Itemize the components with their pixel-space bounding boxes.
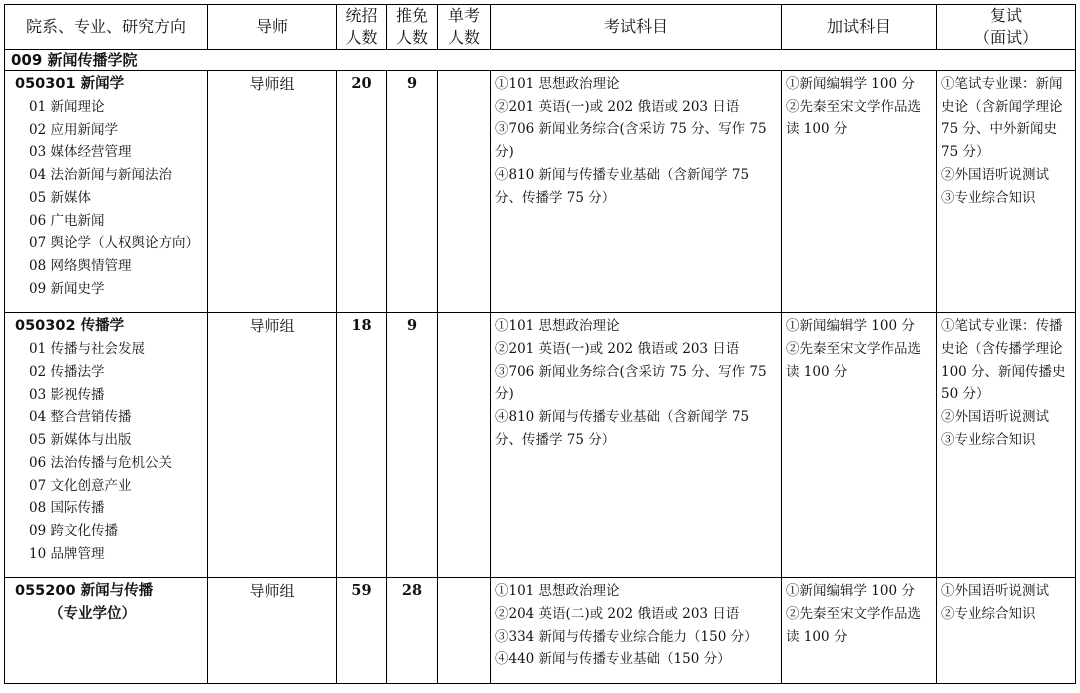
- major-title: 050302 传播学: [15, 318, 125, 335]
- extra-subjects: [782, 71, 937, 313]
- direction-item: 01 传播与社会发展: [29, 341, 145, 358]
- direction-item: 06 法治传播与危机公关: [29, 454, 172, 471]
- extra-item: ①新闻编辑学 100 分: [786, 76, 915, 92]
- retest-item: ①笔试专业课：传播史论（含传播学理论 100 分、新闻传播史 50 分）: [941, 318, 1066, 403]
- table-row: [5, 313, 1076, 578]
- exam-subjects: [491, 71, 782, 313]
- direction-item: 07 舆论学（人权舆论方向）: [29, 235, 199, 252]
- retest-item: ②专业综合知识: [941, 606, 1036, 623]
- direction-item: 09 跨文化传播: [29, 522, 118, 539]
- extra-item: ②先秦至宋文学作品选读 100 分: [786, 341, 921, 380]
- retest-subjects: [937, 313, 1076, 578]
- major-title: 055200 新闻与传播: [15, 583, 154, 600]
- exam-item: ④440 新闻与传播专业基础（150 分）: [495, 651, 731, 668]
- direction-item: 05 新媒体: [29, 189, 91, 206]
- direction-item: 03 媒体经营管理: [29, 144, 132, 161]
- exempt-count: 28: [387, 578, 438, 684]
- exam-item: ④810 新闻与传播专业基础（含新闻学 75 分、传播学 75 分）: [495, 409, 750, 448]
- exam-item: ①101 思想政治理论: [495, 76, 620, 92]
- exempt-count: 9: [387, 313, 438, 578]
- retest-item: ①外国语听说测试: [941, 583, 1049, 600]
- header-unified: 统招 人数: [337, 5, 387, 50]
- direction-item: 03 影视传播: [29, 386, 105, 403]
- direction-item: 07 文化创意产业: [29, 477, 132, 494]
- extra-subjects: [782, 578, 937, 684]
- direction-item: 05 新媒体与出版: [29, 432, 132, 449]
- extra-item: ②先秦至宋文学作品选读 100 分: [786, 98, 921, 138]
- major-subtitle: （专业学位）: [49, 606, 136, 623]
- direction-item: 04 法治新闻与新闻法治: [29, 167, 172, 184]
- retest-item: ②外国语听说测试: [941, 166, 1049, 183]
- major-cell: [5, 578, 208, 684]
- exam-item: ④810 新闻与传播专业基础（含新闻学 75 分、传播学 75 分）: [495, 166, 750, 206]
- exam-item: ③334 新闻与传播专业综合能力（150 分）: [495, 628, 758, 645]
- unified-count: 59: [337, 578, 387, 684]
- retest-item: ②外国语听说测试: [941, 409, 1049, 426]
- retest-subjects: [937, 578, 1076, 684]
- header-mentor: 导师: [208, 5, 337, 50]
- header-exempt: 推免 人数: [387, 5, 438, 50]
- header-retest: 复试 （面试）: [937, 5, 1076, 50]
- major-cell: [5, 313, 208, 578]
- exam-item: ②204 英语(二)或 202 俄语或 203 日语: [495, 606, 740, 623]
- extra-item: ①新闻编辑学 100 分: [786, 318, 915, 335]
- single-count: [438, 313, 491, 578]
- header-exam: 考试科目: [491, 5, 782, 50]
- table-row: [5, 71, 1076, 313]
- section-title: 009 新闻传播学院: [5, 50, 1076, 71]
- exam-subjects: [491, 313, 782, 578]
- table-row: [5, 578, 1076, 684]
- header-dept: 院系、专业、研究方向: [5, 5, 208, 50]
- direction-item: 02 应用新闻学: [29, 121, 118, 138]
- retest-item: ③专业综合知识: [941, 189, 1036, 206]
- extra-item: ①新闻编辑学 100 分: [786, 583, 915, 600]
- retest-subjects: [937, 71, 1076, 313]
- mentor-cell: 导师组: [208, 71, 337, 313]
- direction-item: 01 新闻理论: [29, 99, 105, 115]
- header-single: 单考 人数: [438, 5, 491, 50]
- exam-item: ②201 英语(一)或 202 俄语或 203 日语: [495, 341, 740, 358]
- exam-item: ①101 思想政治理论: [495, 583, 620, 600]
- direction-item: 08 国际传播: [29, 500, 105, 517]
- retest-item: ③专业综合知识: [941, 431, 1036, 448]
- extra-item: ②先秦至宋文学作品选读 100 分: [786, 606, 921, 645]
- mentor-cell: 导师组: [208, 578, 337, 684]
- direction-item: 08 网络舆情管理: [29, 257, 132, 274]
- exam-item: ①101 思想政治理论: [495, 318, 620, 335]
- header-extra: 加试科目: [782, 5, 937, 50]
- retest-item: ①笔试专业课：新闻史论（含新闻学理论 75 分、中外新闻史 75 分）: [941, 76, 1063, 161]
- direction-item: 06 广电新闻: [29, 212, 105, 229]
- exam-item: ②201 英语(一)或 202 俄语或 203 日语: [495, 98, 740, 115]
- header-row: [5, 5, 1076, 50]
- exam-subjects: [491, 578, 782, 684]
- direction-item: 10 品牌管理: [29, 545, 105, 562]
- direction-item: 02 传播法学: [29, 364, 105, 381]
- extra-subjects: [782, 313, 937, 578]
- section-row: [5, 50, 1076, 71]
- admission-table: [4, 4, 1076, 684]
- single-count: [438, 578, 491, 684]
- exam-item: ③706 新闻业务综合(含采访 75 分、写作 75 分): [495, 363, 767, 403]
- exempt-count: 9: [387, 71, 438, 313]
- major-title: 050301 新闻学: [15, 76, 125, 92]
- direction-item: 09 新闻史学: [29, 280, 105, 297]
- single-count: [438, 71, 491, 313]
- direction-item: 04 整合营销传播: [29, 409, 132, 426]
- unified-count: 20: [337, 71, 387, 313]
- unified-count: 18: [337, 313, 387, 578]
- major-cell: [5, 71, 208, 313]
- exam-item: ③706 新闻业务综合(含采访 75 分、写作 75 分): [495, 121, 767, 161]
- mentor-cell: 导师组: [208, 313, 337, 578]
